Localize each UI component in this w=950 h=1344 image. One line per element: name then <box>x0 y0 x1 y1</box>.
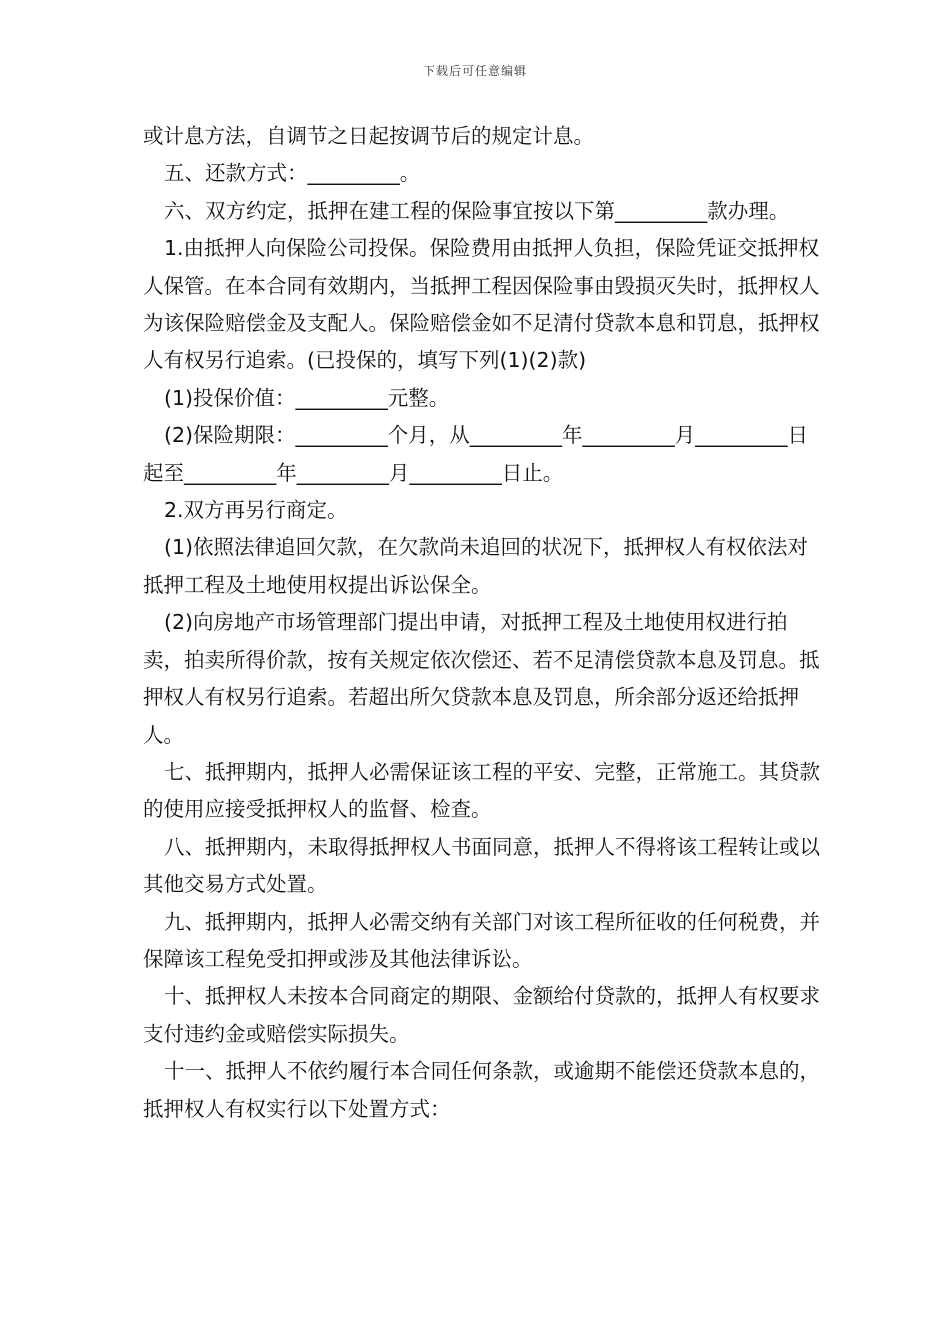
paragraph-clause-11: 十一、抵押人不依约履行本合同任何条款，或逾期不能偿还贷款本息的，抵押权人有权实行以下处置方式： <box>143 1059 820 1121</box>
paragraph-repayment-method: 五、还款方式：_________。 <box>164 161 421 186</box>
paragraph-legal-recovery: (1)依照法律追回欠款，在欠款尚未追回的状况下，抵押权人有权依法对抵押工程及土地使用权提出诉讼保全。 <box>143 535 809 597</box>
paragraph-interest-method: 或计息方法，自调节之日起按调节后的规定计息。 <box>143 124 594 148</box>
document-body <box>143 118 823 1128</box>
paragraph-insurance-clause-1: 1.由抵押人向保险公司投保。保险费用由抵押人负担，保险凭证交抵押权人保管。在本合同有效期内，当抵押工程因保险事由毁损灭失时，抵押权人为该保险赔偿金及支配人。保险赔偿金如不足清付贷款本息和罚息，抵押权人有权另行追索。(已投保的，填写下列(1)(2)款) <box>143 236 820 373</box>
paragraph-insurance-agreement: 六、双方约定，抵押在建工程的保险事宜按以下第_________款办理。 <box>164 198 790 223</box>
paragraph-insurance-clause-2: 2.双方再另行商定。 <box>164 498 348 523</box>
paragraph-auction: (2)向房地产市场管理部门提出申请，对抵押工程及土地使用权进行拍卖，拍卖所得价款，按有关规定依次偿还、若不足清偿贷款本息及罚息。抵押权人有权另行追索。若超出所欠贷款本息及罚息，所余部分返还给抵押人。 <box>143 610 820 747</box>
paragraph-clause-9: 九、抵押期内，抵押人必需交纳有关部门对该工程所征收的任何税费，并保障该工程免受扣押或涉及其他法律诉讼。 <box>143 909 820 971</box>
paragraph-clause-10: 十、抵押权人未按本合同商定的期限、金额给付贷款的，抵押人有权要求支付违约金或赔偿实际损失。 <box>143 984 820 1046</box>
paragraph-insurance-period: (2)保险期限：_________个月，从_________年_________月_________日起至_________年_________月_________日止。 <box>143 423 809 485</box>
paragraph-insured-value: (1)投保价值：_________元整。 <box>164 385 450 410</box>
paragraph-clause-7: 七、抵押期内，抵押人必需保证该工程的平安、完整，正常施工。其贷款的使用应接受抵押权人的监督、检查。 <box>143 759 820 822</box>
page-header-note: 下载后可任意编辑 <box>422 64 527 78</box>
paragraph-clause-8: 八、抵押期内，未取得抵押权人书面同意，抵押人不得将该工程转让或以其他交易方式处置。 <box>143 834 820 897</box>
